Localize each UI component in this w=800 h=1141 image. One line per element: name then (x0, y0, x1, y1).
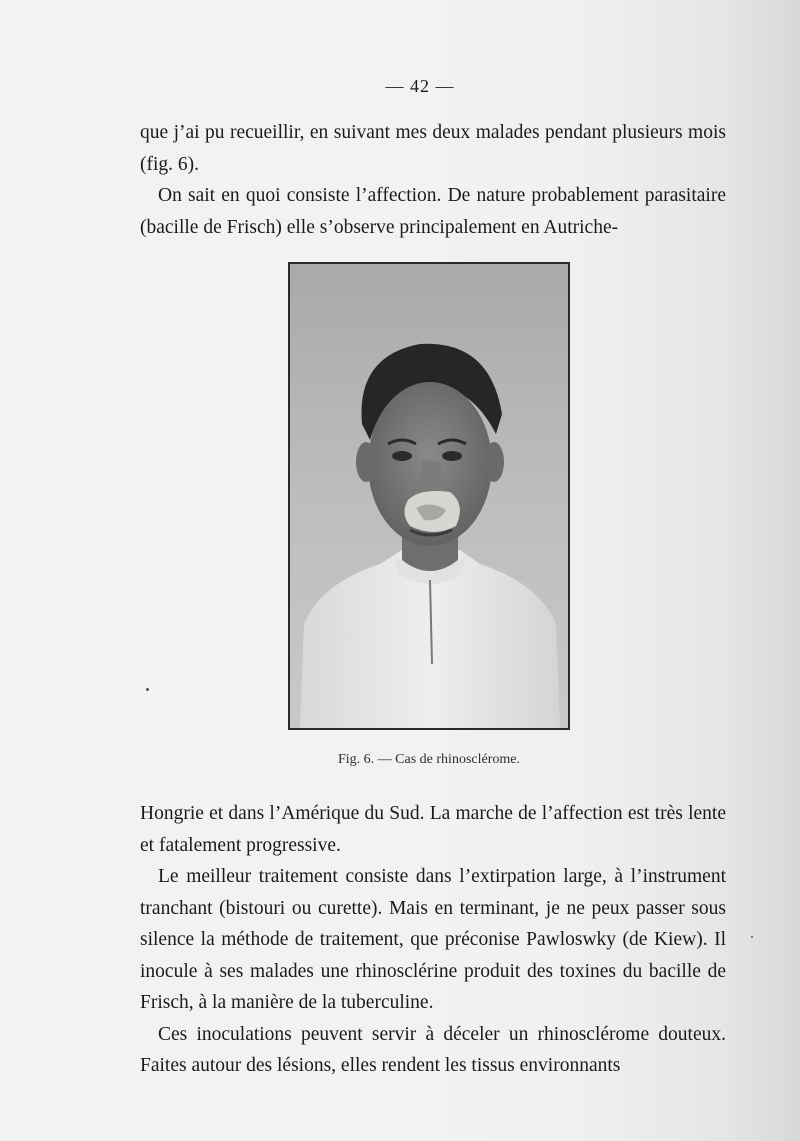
figure-photograph (288, 262, 570, 730)
paper-speck (146, 688, 149, 691)
paragraph: Hongrie et dans l’Amérique du Sud. La marche de l’affection est très lente et fatalement progressive. (140, 803, 726, 856)
paragraph: On sait en quoi consiste l’affection. De nature probablement parasitaire (bacille de Frisch) elle s’observe principalement en Autriche- (140, 185, 726, 238)
page-number: — 42 — (385, 76, 455, 96)
paragraph: que j’ai pu recueillir, en suivant mes deux malades pendant plusieurs mois (fig. 6). (140, 122, 726, 175)
paragraph: Le meilleur traitement consiste dans l’extirpation large, à l’instrument tranchant (bistouri ou curette). Mais en terminant, je ne peux passer sous silence la méthode de traitement, que préconise Pawloswky (de Kiew). Il inocule à ses malades une rhinosclérine produit des toxines du bacille de Frisch, à la manière de la tuberculine. (140, 866, 726, 1013)
text-block-bottom (140, 798, 726, 1082)
paper-speck (751, 936, 753, 938)
figure-caption: Fig. 6. — Cas de rhinosclérome. (338, 752, 520, 767)
portrait-photo (290, 264, 568, 728)
text-block-top (140, 117, 726, 243)
paragraph: Ces inoculations peuvent servir à déceler un rhinosclérome douteux. Faites autour des lésions, elles rendent les tissus environnants (140, 1023, 726, 1076)
